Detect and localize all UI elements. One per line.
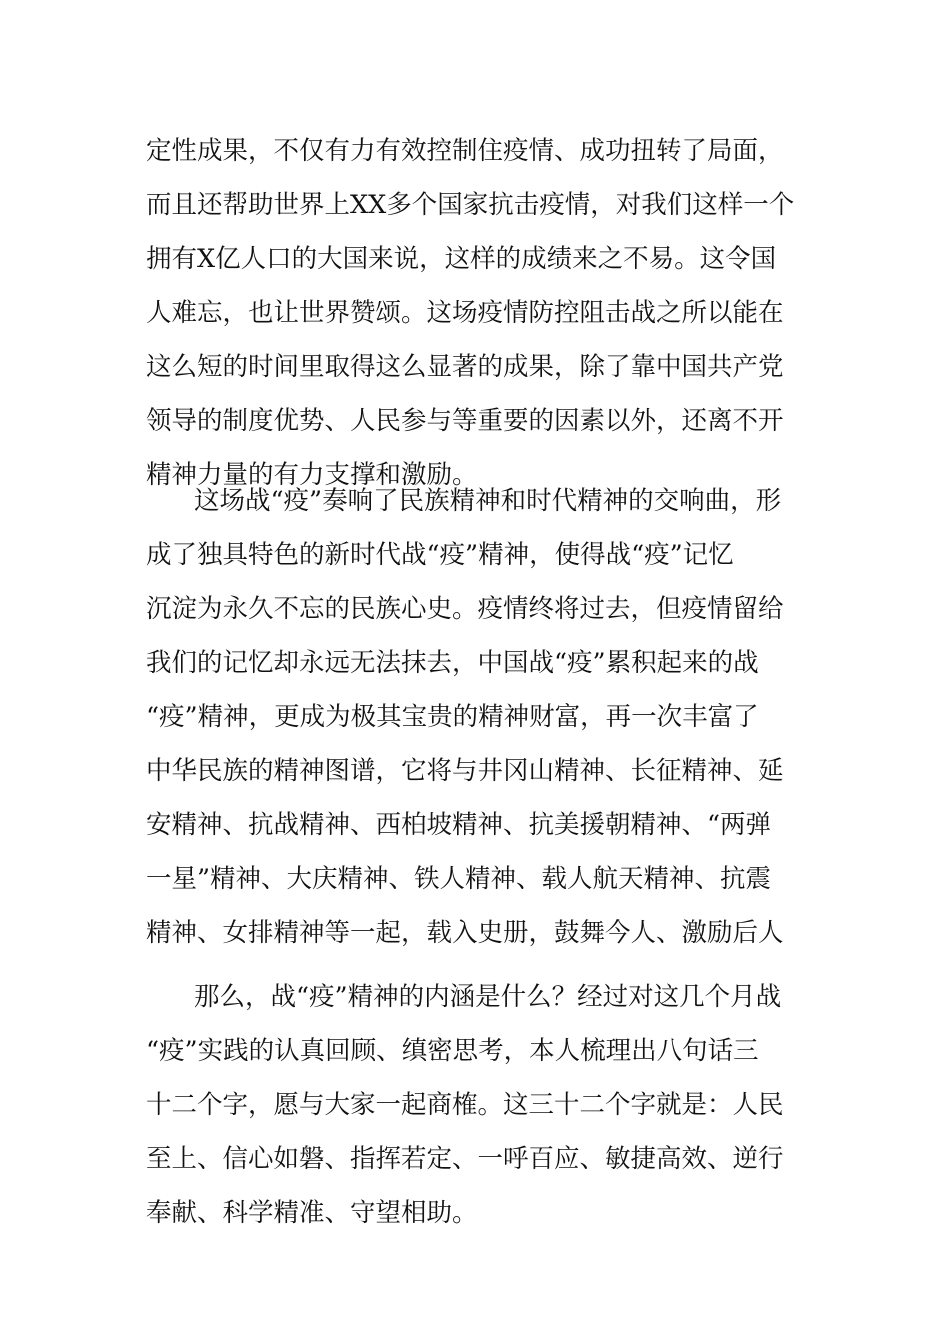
paragraph-line: 安精神、抗战精神、西柏坡精神、抗美援朝精神、“两弹	[146, 810, 772, 840]
paragraph-line: 精神力量的有力支撑和激励。	[146, 460, 478, 490]
paragraph-line: 这么短的时间里取得这么显著的成果，除了靠中国共产党	[146, 352, 784, 382]
paragraph-line: 奉献、科学精准、守望相助。	[146, 1198, 478, 1228]
paragraph-2	[146, 474, 826, 960]
paragraph-line: 一星”精神、大庆精神、铁人精神、载人航天精神、抗震	[146, 864, 772, 894]
paragraph-line: 这场战“疫”奏响了民族精神和时代精神的交响曲，形	[194, 486, 782, 516]
paragraph-line: 成了独具特色的新时代战“疫”精神，使得战“疫”记忆	[146, 540, 734, 570]
paragraph-line: 而且还帮助世界上XX多个国家抗击疫情，对我们这样一个	[146, 190, 795, 220]
paragraph-line: 沉淀为永久不忘的民族心史。疫情终将过去，但疫情留给	[146, 594, 784, 624]
paragraph-line: “疫”实践的认真回顾、缜密思考，本人梳理出八句话三	[146, 1036, 759, 1066]
paragraph-3	[146, 970, 826, 1240]
paragraph-line: 我们的记忆却永远无法抹去，中国战“疫”累积起来的战	[146, 648, 759, 678]
paragraph-line: 定性成果，不仅有力有效控制住疫情、成功扭转了局面，	[146, 136, 784, 166]
paragraph-line: 拥有X亿人口的大国来说，这样的成绩来之不易。这令国	[146, 244, 777, 274]
paragraph-line: 领导的制度优势、人民参与等重要的因素以外，还离不开	[146, 406, 784, 436]
paragraph-line: 精神、女排精神等一起，载入史册，鼓舞今人、激励后人	[146, 918, 784, 948]
paragraph-1	[146, 124, 826, 502]
paragraph-line: 至上、信心如磐、指挥若定、一呼百应、敏捷高效、逆行	[146, 1144, 784, 1174]
paragraph-line: 中华民族的精神图谱，它将与井冈山精神、长征精神、延	[146, 756, 784, 786]
paragraph-line: 那么，战“疫”精神的内涵是什么？经过对这几个月战	[194, 982, 782, 1012]
paragraph-line: 人难忘，也让世界赞颂。这场疫情防控阻击战之所以能在	[146, 298, 784, 328]
paragraph-line: “疫”精神，更成为极其宝贵的精神财富，再一次丰富了	[146, 702, 759, 732]
paragraph-line: 十二个字，愿与大家一起商榷。这三十二个字就是：人民	[146, 1090, 784, 1120]
